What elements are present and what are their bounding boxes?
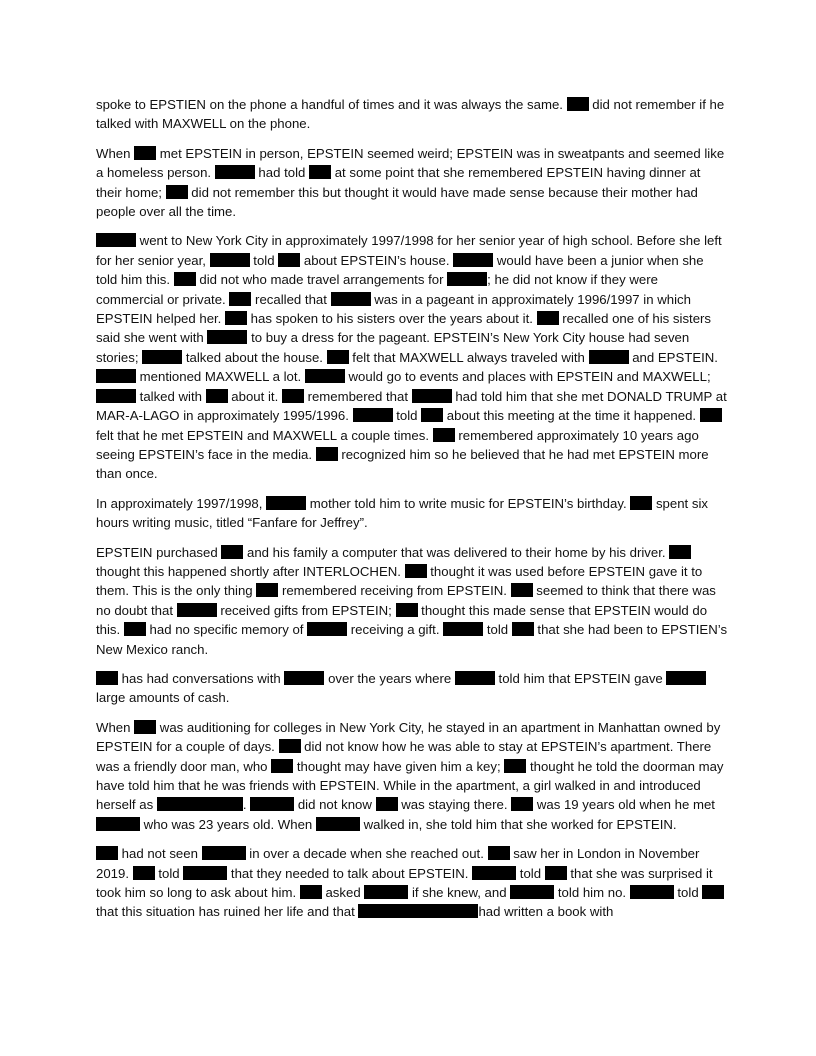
text-run: thought this made sense that EPSTEIN would do this. bbox=[96, 602, 708, 638]
text-run: When bbox=[96, 719, 135, 735]
redaction-block bbox=[210, 253, 250, 267]
redaction-block bbox=[177, 603, 217, 617]
text-run: did not remember if he talked with MAXWELL on the phone. bbox=[96, 97, 725, 132]
redaction-block bbox=[96, 369, 136, 383]
text-run: recalled that bbox=[251, 291, 331, 307]
document-body bbox=[96, 95, 728, 932]
text-run: told bbox=[483, 622, 512, 638]
redaction-block bbox=[510, 885, 554, 899]
text-run: asked bbox=[321, 885, 365, 901]
redaction-block bbox=[278, 253, 300, 267]
text-run: saw her in London in November 2019. bbox=[96, 846, 700, 881]
redaction-block bbox=[266, 496, 306, 510]
paragraph bbox=[96, 718, 728, 834]
redaction-block bbox=[545, 866, 567, 880]
redaction-block bbox=[504, 759, 526, 773]
text-run: had told him that she met DONALD TRUMP at MAR-A-LAGO in approximately 1995/1996. bbox=[96, 388, 727, 424]
redaction-block bbox=[453, 253, 493, 267]
text-run: was staying there. bbox=[397, 797, 512, 813]
redaction-block bbox=[229, 292, 251, 306]
redaction-block bbox=[447, 272, 487, 286]
redaction-block bbox=[96, 817, 140, 831]
redaction-block bbox=[511, 583, 533, 597]
text-run: felt that MAXWELL always traveled with bbox=[348, 349, 589, 365]
text-run: felt that he met EPSTEIN and MAXWELL a couple times. bbox=[96, 427, 433, 443]
redaction-block bbox=[305, 369, 345, 383]
text-run: was auditioning for colleges in New York City, he stayed in an apartment in Manhattan owned by EPSTEIN for a couple of days. bbox=[96, 719, 721, 755]
text-run: large amounts of cash. bbox=[96, 690, 230, 706]
redaction-block bbox=[206, 389, 228, 403]
redaction-block bbox=[353, 408, 393, 422]
text-run: over the years where bbox=[324, 670, 455, 686]
text-run: told him no. bbox=[554, 885, 630, 901]
text-run: mentioned MAXWELL a lot. bbox=[136, 369, 305, 385]
redaction-block bbox=[142, 350, 182, 364]
redaction-block bbox=[666, 671, 706, 685]
text-run: in over a decade when she reached out. bbox=[245, 846, 488, 862]
text-run: recalled one of his sisters said she went with bbox=[96, 311, 712, 346]
redaction-block bbox=[700, 408, 722, 422]
paragraph bbox=[96, 144, 728, 222]
redaction-block bbox=[358, 904, 478, 918]
redaction-block bbox=[472, 866, 516, 880]
redaction-block bbox=[96, 389, 136, 403]
redaction-block bbox=[412, 389, 452, 403]
redaction-block bbox=[537, 311, 559, 325]
text-run: about this meeting at the time it happened. bbox=[443, 408, 700, 424]
text-run: remembered that bbox=[303, 388, 412, 404]
paragraph bbox=[96, 95, 728, 134]
redaction-block bbox=[364, 885, 408, 899]
text-run: receiving a gift. bbox=[347, 622, 444, 638]
redaction-block bbox=[511, 797, 533, 811]
redaction-block bbox=[567, 97, 589, 111]
text-run: had no specific memory of bbox=[145, 622, 308, 638]
redaction-block bbox=[443, 622, 483, 636]
redaction-block bbox=[96, 671, 118, 685]
text-run: has spoken to his sisters over the years about it. bbox=[247, 311, 537, 327]
text-run: seemed to think that there was no doubt that bbox=[96, 583, 716, 618]
text-run: about EPSTEIN’s house. bbox=[300, 252, 454, 268]
text-run: did not remember this but thought it would have made sense because their mother had people over all the time. bbox=[96, 184, 698, 220]
text-run: mother told him to write music for EPSTEIN’s birthday. bbox=[306, 495, 631, 511]
redaction-block bbox=[221, 545, 243, 559]
redaction-block bbox=[124, 622, 146, 636]
redaction-block bbox=[183, 866, 227, 880]
paragraph bbox=[96, 669, 728, 708]
text-run: . bbox=[242, 797, 251, 813]
paragraph bbox=[96, 494, 728, 533]
redaction-block bbox=[202, 846, 246, 860]
text-run: was in a pageant in approximately 1996/1997 in which EPSTEIN helped her. bbox=[96, 291, 691, 327]
redaction-block bbox=[133, 866, 155, 880]
text-run: In approximately 1997/1998, bbox=[96, 495, 267, 511]
text-run: thought he told the doorman may have told him that he was friends with EPSTEIN. While in the apartment, a girl walked in and introduced herself as bbox=[96, 758, 724, 813]
redaction-block bbox=[279, 739, 301, 753]
redaction-block bbox=[256, 583, 278, 597]
text-run: spoke to EPSTIEN on the phone a handful of times and it was always the same. bbox=[96, 97, 567, 112]
text-run: told bbox=[392, 408, 422, 424]
text-run: and his family a computer that was delivered to their home by his driver. bbox=[243, 544, 670, 560]
redaction-block bbox=[512, 622, 534, 636]
text-run: had written a book with bbox=[478, 904, 614, 920]
text-run: remembered approximately 10 years ago seeing EPSTEIN’s face in the media. bbox=[96, 427, 699, 462]
paragraph bbox=[96, 844, 728, 922]
redaction-block bbox=[669, 545, 691, 559]
text-run: met EPSTEIN in person, EPSTEIN seemed weird; EPSTEIN was in sweatpants and seemed like a homeless person. bbox=[96, 145, 725, 181]
redaction-block bbox=[630, 885, 674, 899]
text-run: did not know how he was able to stay at EPSTEIN’s apartment. There was a friendly door man, who bbox=[96, 739, 712, 774]
text-run: told bbox=[673, 885, 703, 901]
text-run: did not know bbox=[294, 797, 376, 813]
text-run: that they needed to talk about EPSTEIN. bbox=[227, 865, 473, 881]
redaction-block bbox=[309, 165, 331, 179]
redaction-block bbox=[433, 428, 455, 442]
redaction-block bbox=[405, 564, 427, 578]
text-run: about it. bbox=[227, 388, 282, 404]
redaction-block bbox=[316, 817, 360, 831]
text-run: recognized him so he believed that he had met EPSTEIN more than once. bbox=[96, 446, 709, 482]
redaction-block bbox=[396, 603, 418, 617]
redaction-block bbox=[421, 408, 443, 422]
redaction-block bbox=[96, 233, 136, 247]
text-run: When bbox=[96, 145, 135, 161]
text-run: talked about the house. bbox=[182, 349, 327, 365]
text-run: remembered receiving from EPSTEIN. bbox=[278, 583, 511, 599]
text-run: has had conversations with bbox=[118, 670, 285, 686]
text-run: would go to events and places with EPSTEIN and MAXWELL; bbox=[344, 369, 711, 385]
text-run: received gifts from EPSTEIN; bbox=[216, 602, 396, 618]
text-run: EPSTEIN purchased bbox=[96, 544, 222, 560]
redaction-block bbox=[174, 272, 196, 286]
text-run: that she had been to EPSTIEN’s New Mexico ranch. bbox=[96, 622, 728, 657]
redaction-block bbox=[300, 885, 322, 899]
redaction-block bbox=[166, 185, 188, 199]
text-run: at some point that she remembered EPSTEIN having dinner at their home; bbox=[96, 165, 701, 200]
redaction-block bbox=[215, 165, 255, 179]
redaction-block bbox=[134, 146, 156, 160]
redaction-block bbox=[134, 720, 156, 734]
redaction-block bbox=[271, 759, 293, 773]
paragraph bbox=[96, 231, 728, 483]
text-run: to buy a dress for the pageant. EPSTEIN’s New York City house had seven stories; bbox=[96, 330, 690, 365]
text-run: walked in, she told him that she worked for EPSTEIN. bbox=[359, 816, 677, 832]
text-run: told him that EPSTEIN gave bbox=[494, 670, 667, 686]
redaction-block bbox=[225, 311, 247, 325]
text-run: told bbox=[154, 865, 184, 881]
redaction-block bbox=[331, 292, 371, 306]
text-run: was 19 years old when he met bbox=[533, 797, 715, 813]
text-run: and EPSTEIN. bbox=[628, 349, 718, 365]
paragraph bbox=[96, 543, 728, 659]
text-run: would have been a junior when she told him this. bbox=[96, 252, 704, 288]
text-run: told bbox=[249, 252, 279, 268]
redaction-block bbox=[207, 330, 247, 344]
text-run: talked with bbox=[136, 388, 206, 404]
text-run: that she was surprised it took him so long to ask about him. bbox=[96, 865, 713, 901]
text-run: did not who made travel arrangements for bbox=[195, 272, 448, 288]
redaction-block bbox=[376, 797, 398, 811]
redaction-block bbox=[455, 671, 495, 685]
text-run: that this situation has ruined her life and that bbox=[96, 904, 359, 920]
redaction-block bbox=[157, 797, 243, 811]
text-run: had not seen bbox=[118, 846, 202, 862]
text-run: had told bbox=[254, 165, 310, 181]
redaction-block bbox=[284, 671, 324, 685]
redaction-block bbox=[630, 496, 652, 510]
text-run: if she knew, and bbox=[408, 885, 511, 901]
text-run: who was 23 years old. When bbox=[140, 816, 316, 832]
text-run: went to New York City in approximately 1997/1998 for her senior year of high school. Before she left for her senior year, bbox=[96, 233, 722, 268]
redaction-block bbox=[307, 622, 347, 636]
redaction-block bbox=[282, 389, 304, 403]
redaction-block bbox=[96, 846, 118, 860]
text-run: thought may have given him a key; bbox=[293, 758, 505, 774]
text-run: thought it was used before EPSTEIN gave it to them. This is the only thing bbox=[96, 563, 703, 599]
redaction-block bbox=[327, 350, 349, 364]
redaction-block bbox=[589, 350, 629, 364]
text-run: spent six hours writing music, titled “Fanfare for Jeffrey”. bbox=[96, 495, 708, 531]
text-run: ; he did not know if they were commercial or private. bbox=[96, 272, 658, 307]
text-run: thought this happened shortly after INTERLOCHEN. bbox=[96, 563, 405, 579]
text-run: told bbox=[516, 865, 545, 881]
redaction-block bbox=[488, 846, 510, 860]
redaction-block bbox=[316, 447, 338, 461]
redaction-block bbox=[702, 885, 724, 899]
redaction-block bbox=[250, 797, 294, 811]
